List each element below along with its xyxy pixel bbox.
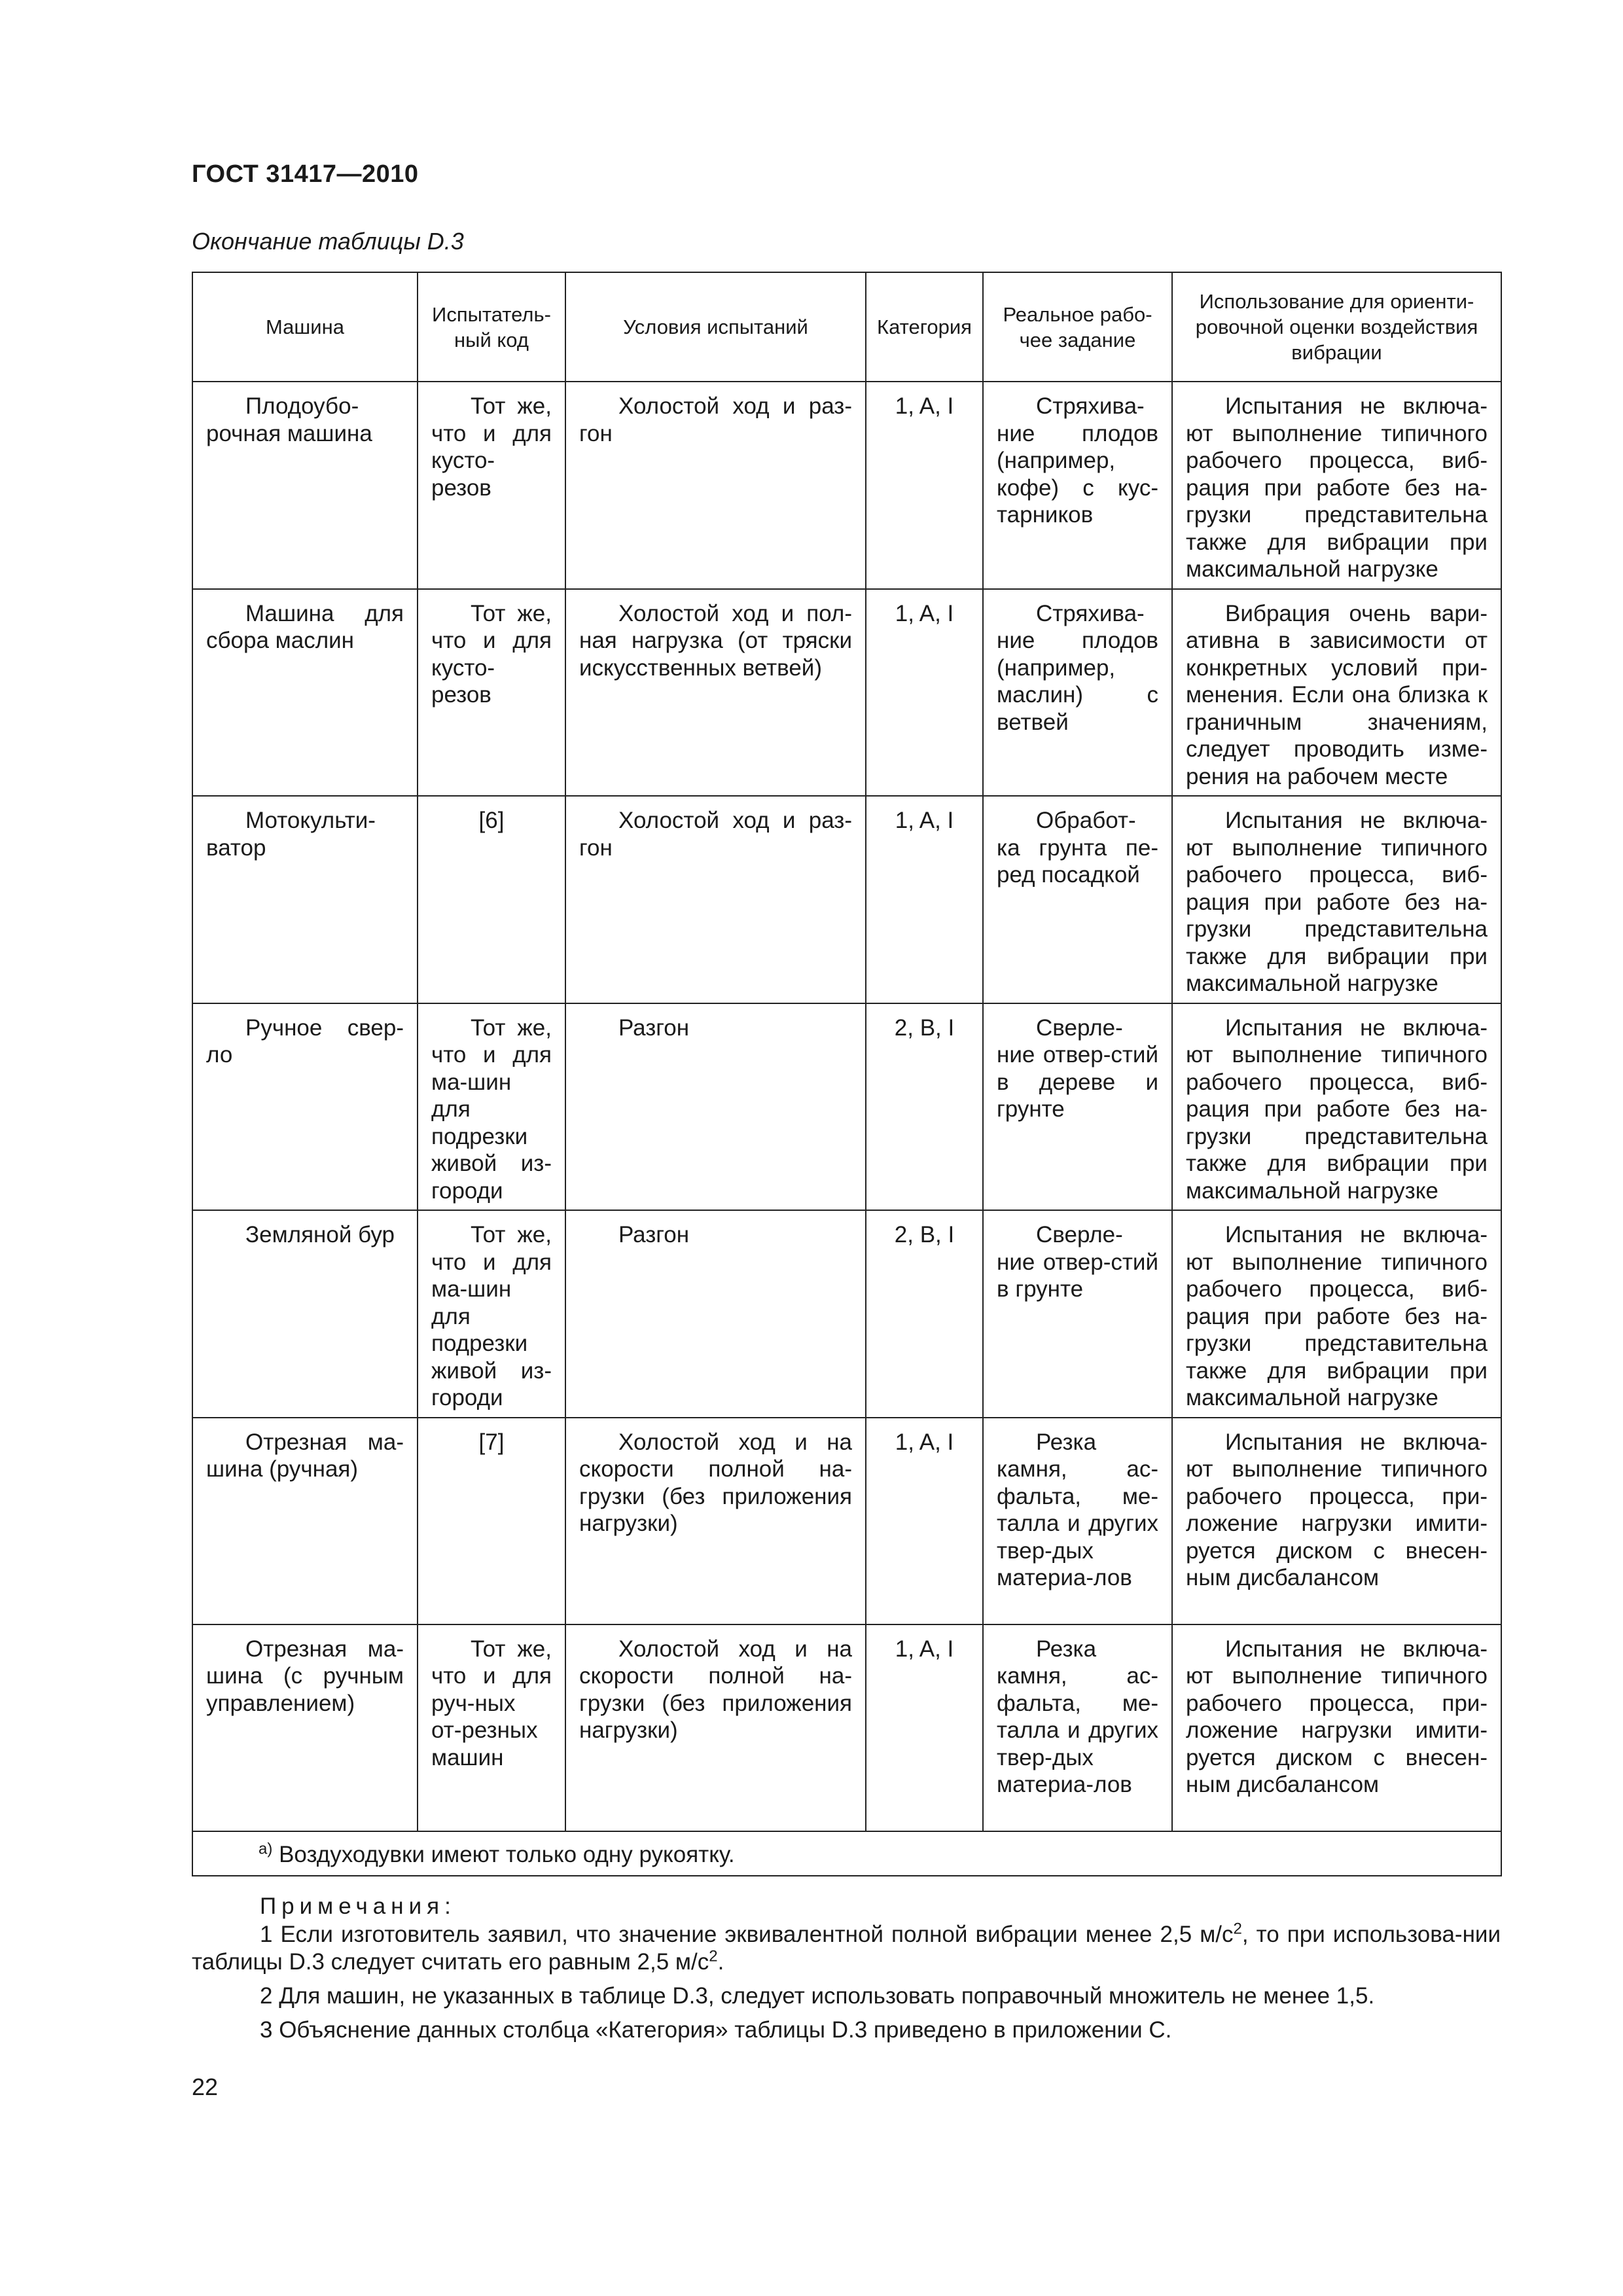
cell-test-conditions: Холостой ход и пол-ная нагрузка (от тряски искусственных ветвей): [565, 589, 866, 797]
cell-machine: Плодоубо-рочная машина: [192, 382, 418, 589]
vibration-table: [192, 272, 1502, 1876]
column-header-test-code: Испытатель-ный код: [418, 272, 565, 382]
cell-test-code: Тот же, что и для ма-шин для подрезки живой из-городи: [418, 1210, 565, 1418]
note-1: 1 Если изготовитель заявил, что значение эквивалентной полной вибрации менее 2,5 $м/с^2$, то при использова-нии таблицы D.3 следует считать его равным 2,5 $м/с^2$.: [192, 1920, 1501, 1975]
table-footnote: [192, 1831, 1501, 1876]
cell-test-code: Тот же, что и для руч-ных от-резных машин: [418, 1624, 565, 1831]
cell-machine: Мотокульти-ватор: [192, 796, 418, 1003]
table-row: [192, 589, 1501, 797]
cell-category: 2, B, I: [866, 1210, 983, 1418]
table-caption: Окончание таблицы D.3: [192, 228, 464, 255]
column-header-category: Категория: [866, 272, 983, 382]
cell-machine: Отрезная ма-шина (ручная): [192, 1418, 418, 1624]
cell-real-task: Сверле-ние отвер-стий в грунте: [983, 1210, 1172, 1418]
cell-real-task: Сверле-ние отвер-стий в дереве и грунте: [983, 1003, 1172, 1211]
document-code: ГОСТ 31417—2010: [192, 160, 419, 188]
cell-category: 2, B, I: [866, 1003, 983, 1211]
cell-usage: Испытания не включа-ют выполнение типичного рабочего процесса, при-ложение нагрузки имити-руется диском с внесен-ным дисбалансом: [1172, 1624, 1501, 1831]
notes-title: Примечания:: [260, 1893, 456, 1919]
table-row: [192, 382, 1501, 589]
cell-usage: Испытания не включа-ют выполнение типичного рабочего процесса, при-ложение нагрузки имити-руется диском с внесен-ным дисбалансом: [1172, 1418, 1501, 1624]
cell-test-code: Тот же, что и для кусто-резов: [418, 589, 565, 797]
cell-real-task: Резка камня, ас-фальта, ме-талла и других твер-дых материа-лов: [983, 1418, 1172, 1624]
cell-usage: Испытания не включа-ют выполнение типичного рабочего процесса, виб-рация при работе без на-грузки представительна также для вибрации при максимальной нагрузке: [1172, 1210, 1501, 1418]
cell-usage: Испытания не включа-ют выполнение типичного рабочего процесса, виб-рация при работе без на-грузки представительна также для вибрации при максимальной нагрузке: [1172, 382, 1501, 589]
cell-category: 1, A, I: [866, 589, 983, 797]
table-header-row: [192, 272, 1501, 382]
cell-test-code: [7]: [418, 1418, 565, 1624]
column-header-test-conditions: Условия испытаний: [565, 272, 866, 382]
cell-category: 1, A, I: [866, 796, 983, 1003]
cell-real-task: Обработ-ка грунта пе-ред посадкой: [983, 796, 1172, 1003]
cell-test-code: Тот же, что и для ма-шин для подрезки живой из-городи: [418, 1003, 565, 1211]
cell-category: 1, A, I: [866, 382, 983, 589]
notes-block: [192, 1921, 1501, 2044]
table-footnote-row: [192, 1831, 1501, 1876]
table-row: [192, 1418, 1501, 1624]
cell-usage: Испытания не включа-ют выполнение типичного рабочего процесса, виб-рация при работе без на-грузки представительна также для вибрации при максимальной нагрузке: [1172, 1003, 1501, 1211]
cell-usage: Испытания не включа-ют выполнение типичного рабочего процесса, виб-рация при работе без на-грузки представительна также для вибрации при максимальной нагрузке: [1172, 796, 1501, 1003]
table-row: [192, 1624, 1501, 1831]
cell-machine: Отрезная ма-шина (с ручным управлением): [192, 1624, 418, 1831]
cell-category: 1, A, I: [866, 1418, 983, 1624]
cell-machine: Машина для сбора маслин: [192, 589, 418, 797]
cell-category: 1, A, I: [866, 1624, 983, 1831]
note-3: 3 Объяснение данных столбца «Категория» таблицы D.3 приведено в приложении С.: [260, 2017, 1172, 2043]
cell-test-conditions: Разгон: [565, 1003, 866, 1211]
footnote-marker: a): [259, 1839, 273, 1857]
cell-real-task: Стряхива-ние плодов (например, маслин) с ветвей: [983, 589, 1172, 797]
cell-usage: Вибрация очень вари-ативна в зависимости от конкретных условий при-менения. Если она близка к граничным значениям, следует проводить изме-рения на рабочем месте: [1172, 589, 1501, 797]
cell-test-conditions: Холостой ход и раз-гон: [565, 382, 866, 589]
cell-real-task: Стряхива-ние плодов (например, кофе) с кус-тарников: [983, 382, 1172, 589]
cell-real-task: Резка камня, ас-фальта, ме-талла и других твер-дых материа-лов: [983, 1624, 1172, 1831]
cell-test-code: [6]: [418, 796, 565, 1003]
column-header-machine: Машина: [192, 272, 418, 382]
cell-test-conditions: Холостой ход и раз-гон: [565, 796, 866, 1003]
column-header-real-task: Реальное рабо-чее задание: [983, 272, 1172, 382]
note-2: 2 Для машин, не указанных в таблице D.3, следует использовать поправочный множитель не менее 1,5.: [260, 1983, 1375, 2009]
cell-test-conditions: Холостой ход и на скорости полной на-грузки (без приложения нагрузки): [565, 1624, 866, 1831]
cell-test-conditions: Холостой ход и на скорости полной на-грузки (без приложения нагрузки): [565, 1418, 866, 1624]
table-row: [192, 796, 1501, 1003]
cell-machine: Земляной бур: [192, 1210, 418, 1418]
page-number: 22: [192, 2073, 219, 2100]
cell-test-code: Тот же, что и для кусто-резов: [418, 382, 565, 589]
column-header-usage: Использование для ориенти-ровочной оценки воздействия вибрации: [1172, 272, 1501, 382]
table-row: [192, 1210, 1501, 1418]
cell-machine: Ручное свер-ло: [192, 1003, 418, 1211]
cell-test-conditions: Разгон: [565, 1210, 866, 1418]
footnote-text: Воздуходувки имеют только одну рукоятку.: [279, 1841, 735, 1867]
table-row: [192, 1003, 1501, 1211]
